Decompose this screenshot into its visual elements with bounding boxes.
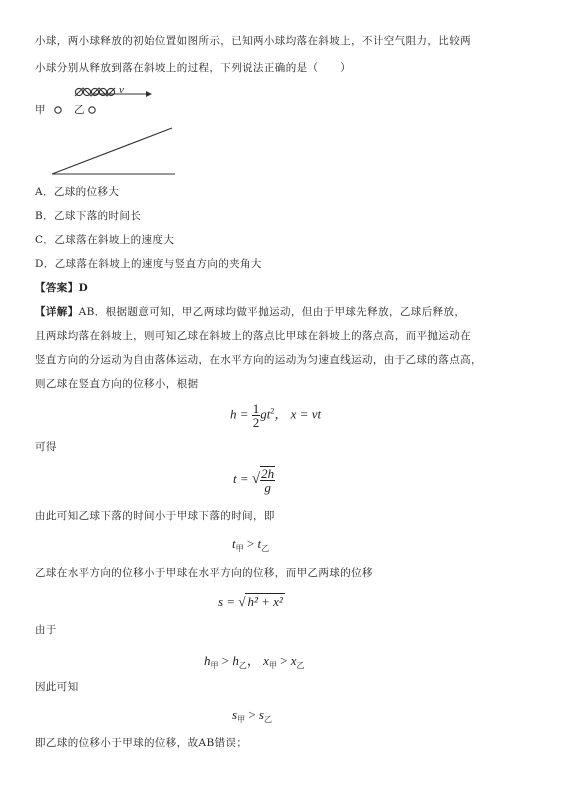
answer-line (35, 281, 88, 295)
f5-h2: h (232, 653, 239, 668)
option-c: C．乙球落在斜坡上的速度大 (35, 234, 175, 246)
f5-op2: > (276, 653, 291, 668)
explanation-line-4: 则乙球在竖直方向的位移小，根据 (35, 378, 199, 390)
f5-sep: ， (246, 653, 264, 668)
explanation-text-1: AB．根据题意可知，甲乙两球均做平抛运动，但由于甲球先释放，乙球后释放， (78, 306, 466, 318)
youyu-line: 由于 (35, 624, 57, 636)
f5-x2: x (290, 653, 297, 668)
question-line-2: 小球分别从释放到落在斜坡上的过程，下列说法正确的是（ ） (35, 62, 352, 74)
question-line-1: 小球，两小球释放的初始位置如图所示，已知两小球均落在斜坡上，不计空气阻力，比较两 (35, 35, 471, 47)
explanation-label: 【详解】 (35, 306, 79, 318)
f3-sub1: 甲 (235, 544, 244, 553)
f1-num: 1 (252, 401, 260, 416)
answer-label: 【答案】 (35, 282, 79, 294)
f6-s1: s (232, 707, 238, 722)
formula-s-compare (232, 707, 272, 725)
f1-gt: gt (260, 406, 271, 422)
f1-den: 2 (252, 415, 260, 430)
ball-cluster (75, 88, 115, 96)
f5-x1: x (263, 653, 269, 668)
formula-t-compare (232, 536, 269, 554)
ball-yi (89, 107, 95, 113)
f2-num: 2h (261, 466, 275, 481)
f6-op: > (245, 707, 259, 722)
f3-t1: t (232, 536, 236, 551)
f5-h1: h (204, 653, 211, 668)
f6-s2: s (258, 707, 264, 722)
formula-h-x-compare (204, 650, 305, 671)
sqrt-sign-icon: √ (251, 470, 261, 487)
f3-op: > (243, 536, 258, 551)
f5-op1: > (218, 653, 233, 668)
f4-lhs: s = (218, 594, 236, 609)
f1-fraction (252, 402, 261, 429)
f6-sub1: 甲 (237, 715, 246, 724)
yinci-line: 因此可知 (35, 681, 79, 693)
f2-den: g (264, 480, 271, 495)
option-b: B．乙球下落的时间长 (35, 210, 142, 222)
f1-lhs: h = (230, 406, 249, 422)
f1-exp: 2 (270, 406, 275, 416)
f2-lhs: t = (233, 470, 249, 486)
answer-value: D (78, 282, 89, 294)
explanation-line-1 (35, 305, 465, 319)
f2-fraction (260, 466, 275, 494)
f5-sub4: 乙 (296, 661, 305, 670)
velocity-arrowhead (146, 91, 152, 97)
label-v: v (119, 84, 124, 96)
formula-s (218, 594, 285, 610)
f5-sub2: 乙 (238, 661, 247, 670)
ball-jia (55, 107, 61, 113)
yiqiu-line: 乙球在水平方向的位移小于甲球在水平方向的位移，而甲乙两球的位移 (35, 567, 373, 579)
kede-line: 可得 (35, 441, 57, 453)
option-d: D．乙球落在斜坡上的速度与竖直方向的夹角大 (35, 258, 262, 270)
f1-rest: ， x = vt (274, 406, 322, 422)
slope-line (52, 128, 172, 174)
f6-sub2: 乙 (263, 715, 272, 724)
f4-radicand: h² + x² (247, 594, 283, 609)
explanation-line-2: 且两球均落在斜坡上，则可知乙球在斜坡上的落点比甲球在斜坡上的落点高，而平抛运动在 (35, 330, 471, 342)
label-yi: 乙 (74, 104, 85, 116)
f3-sub2: 乙 (261, 544, 270, 553)
option-a: A．乙球的位移大 (35, 186, 120, 198)
sqrt-sign-icon-2: √ (238, 594, 246, 609)
explanation-line-3: 竖直方向的分运动为自由落体运动，在水平方向的运动为匀速直线运动，由于乙球的落点高， (35, 354, 482, 366)
youci-line: 由此可知乙球下落的时间小于甲球下落的时间，即 (35, 510, 275, 522)
formula-t (233, 466, 275, 494)
f5-sub1: 甲 (210, 661, 219, 670)
conclusion-line: 即乙球的位移小于甲球的位移，故AB错误； (35, 737, 248, 749)
label-jia: 甲 (35, 104, 46, 116)
f3-t2: t (257, 536, 262, 551)
f5-sub3: 甲 (268, 661, 277, 670)
formula-h-x (230, 402, 321, 429)
